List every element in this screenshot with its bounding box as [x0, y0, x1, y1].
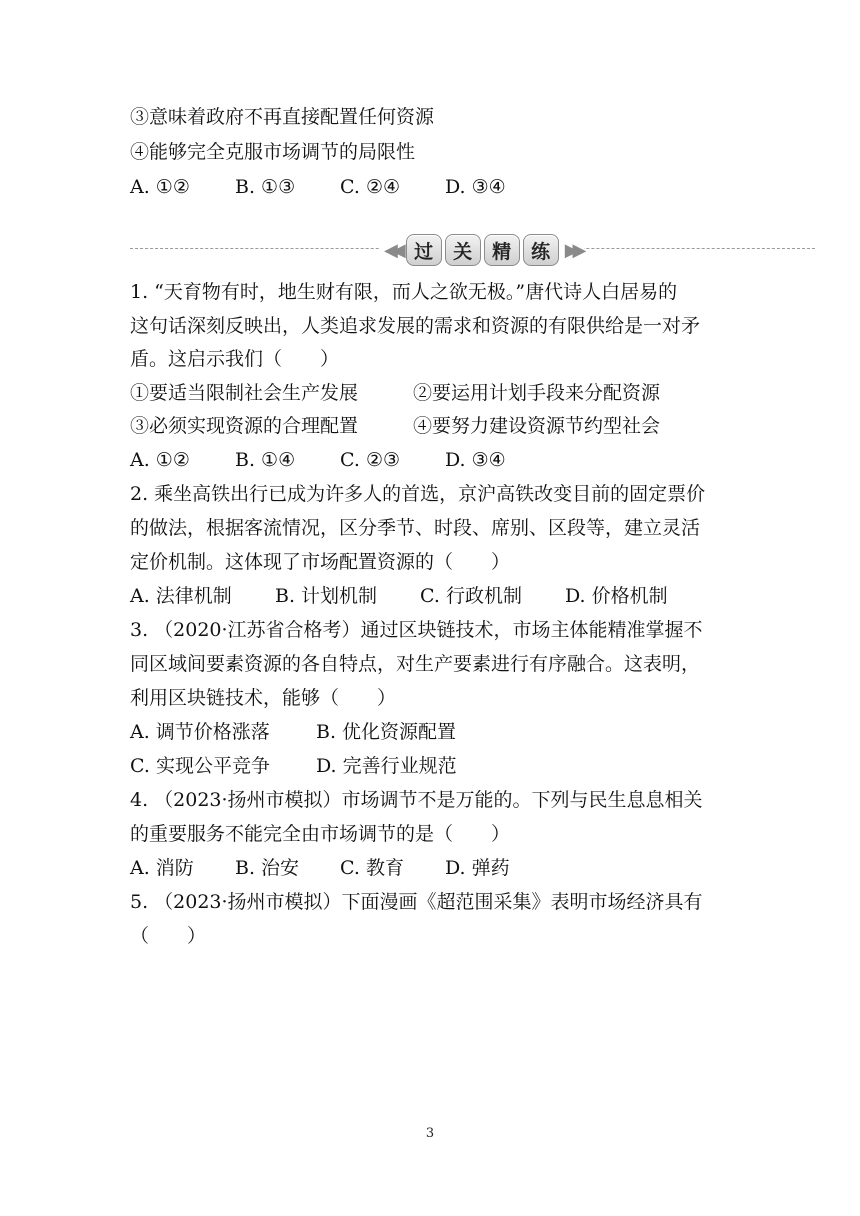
option-d: D. 价格机制	[565, 585, 668, 607]
option-a: A. 法律机制	[130, 585, 232, 607]
q3-line: 利用区块链技术，能够（ ）	[130, 687, 397, 709]
q2-options	[130, 584, 668, 608]
q3-line: 同区域间要素资源的各自特点，对生产要素进行有序融合。这表明，	[130, 653, 701, 675]
option-c: C. 教育	[340, 857, 404, 879]
option-d: D. ③④	[445, 176, 506, 198]
q4-options	[130, 856, 510, 880]
option-d: D. 完善行业规范	[316, 755, 457, 777]
option-c: C. ②④	[340, 176, 401, 198]
chevron-left-icon: ◀◀	[384, 239, 400, 261]
q1-line: 这句话深刻反映出，人类追求发展的需求和资源的有限供给是一对矛	[130, 315, 701, 337]
option-a: A. ①②	[130, 449, 190, 471]
q5-line: （ ）	[130, 925, 207, 947]
option-d: D. ③④	[445, 449, 506, 471]
q4-line: 4. （2023·扬州市模拟）市场调节不是万能的。下列与民生息息相关	[130, 789, 703, 811]
top-item-3: ③意味着政府不再直接配置任何资源	[130, 106, 435, 128]
q3-line: 3. （2020·江苏省合格考）通过区块链技术，市场主体能精准掌握不	[130, 619, 703, 641]
section-header	[380, 233, 584, 267]
q1-line: 盾。这启示我们（ ）	[130, 348, 340, 370]
option-b: B. 治安	[235, 857, 300, 879]
section-tile: 过	[406, 234, 442, 266]
q2-line: 2. 乘坐高铁出行已成为许多人的首选，京沪高铁改变目前的固定票价	[130, 483, 706, 505]
q3-options-row2	[130, 754, 457, 778]
option-a: A. 调节价格涨落	[130, 721, 270, 743]
q1-options	[130, 448, 506, 472]
q1-choice: ②要运用计划手段来分配资源	[413, 382, 661, 404]
page-number: 3	[425, 1126, 435, 1141]
option-c: C. 实现公平竞争	[130, 755, 270, 777]
option-b: B. 计划机制	[275, 585, 378, 607]
q1-choices-row2	[130, 414, 660, 438]
q1-line: 1. “天育物有时，地生财有限，而人之欲无极。”唐代诗人白居易的	[130, 281, 678, 303]
option-c: C. ②③	[340, 449, 401, 471]
top-item-4: ④能够完全克服市场调节的局限性	[130, 141, 416, 163]
chevron-right-icon: ▶▶	[564, 239, 581, 261]
q5-line: 5. （2023·扬州市模拟）下面漫画《超范围采集》表明市场经济具有	[130, 891, 703, 913]
option-a: A. 消防	[130, 857, 194, 879]
section-tile: 练	[523, 234, 559, 266]
option-d: D. 弹药	[445, 857, 510, 879]
q1-choice: ①要适当限制社会生产发展	[130, 382, 359, 404]
q1-choices-row1	[130, 381, 660, 405]
q1-choice: ④要努力建设资源节约型社会	[413, 415, 661, 437]
q2-line: 的做法，根据客流情况，区分季节、时段、席别、区段等，建立灵活	[130, 517, 701, 539]
option-b: B. ①④	[235, 449, 296, 471]
option-b: B. ①③	[235, 176, 296, 198]
option-a: A. ①②	[130, 176, 190, 198]
q1-choice: ③必须实现资源的合理配置	[130, 415, 359, 437]
top-options	[130, 175, 506, 199]
q2-line: 定价机制。这体现了市场配置资源的（ ）	[130, 551, 511, 573]
option-c: C. 行政机制	[420, 585, 522, 607]
section-tile: 关	[445, 234, 481, 266]
q3-options-row1	[130, 720, 456, 744]
q4-line: 的重要服务不能完全由市场调节的是（ ）	[130, 823, 511, 845]
option-b: B. 优化资源配置	[316, 721, 457, 743]
section-tile: 精	[484, 234, 520, 266]
